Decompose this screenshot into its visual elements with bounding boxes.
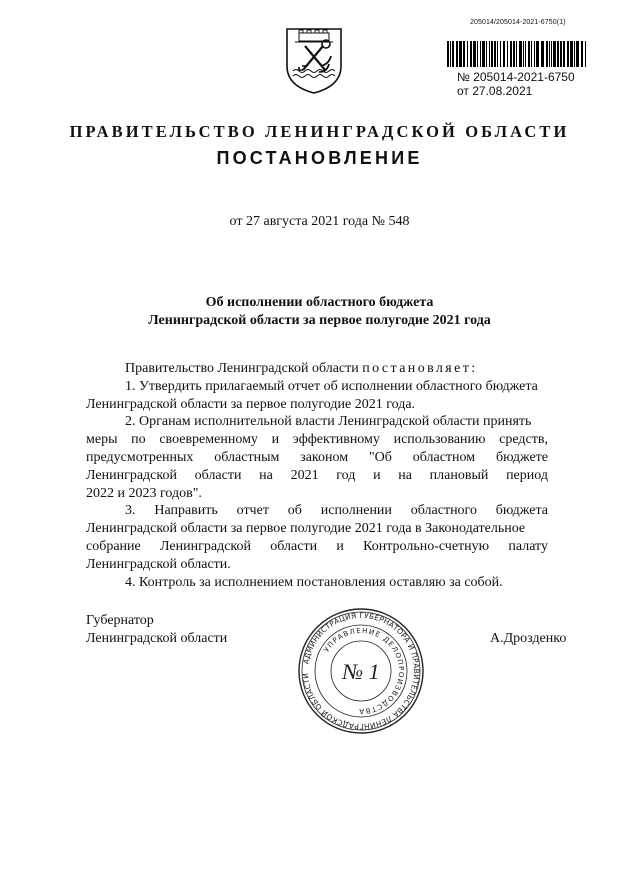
barcode-bar [497,41,498,67]
barcode-bar [553,41,556,67]
intro-verb: постановляет: [362,361,478,376]
registration-number: № 205014-2021-6750 [457,70,575,84]
paragraph-line: 2022 и 2023 годов". [86,485,202,501]
barcode-bar [459,41,462,67]
paragraph-line: Ленинградской области. [86,556,231,572]
barcode-bar [513,41,515,67]
barcode-bar [581,41,583,67]
signer-region: Ленинградской области [86,631,228,646]
paragraph-line: 4. Контроль за исполнением постановления оставляю за собой. [125,574,503,590]
barcode-bar [480,41,481,67]
decree-body [86,360,548,591]
paragraph-line: Ленинградской области за первое полугодие 2021 года в Законодательное [86,521,526,537]
paragraph-line: 1. Утвердить прилагаемый отчет об исполнении областного бюджета [125,378,538,394]
barcode-bar [494,41,496,67]
barcode-bar [585,41,586,67]
barcode-bar [551,41,552,67]
government-title: ПРАВИТЕЛЬСТВО ЛЕНИНГРАДСКОЙ ОБЛАСТИ [69,122,570,141]
barcode-bar [567,41,569,67]
signer-name: А.Дрозденко [490,631,567,646]
decree-date-number: от 27 августа 2021 года № 548 [229,214,410,229]
signer-position: Губернатор [86,613,154,628]
barcode-bar [463,41,465,67]
official-seal-icon [296,606,426,736]
barcode-bar [576,41,579,67]
barcode-bar [450,41,451,67]
barcode-bar [452,41,454,67]
barcode-bar [491,41,493,67]
coat-of-arms-icon [283,26,345,96]
barcode-bar [549,41,550,67]
registration-date: от 27.08.2021 [457,84,533,98]
barcode-bar [574,41,575,67]
barcode-bar [560,41,562,67]
barcode-bar [503,41,505,67]
barcode-bar [516,41,517,67]
barcode-bar [557,41,559,67]
paragraph-line: 2. Органам исполнительной власти Ленинградской области принять [125,414,532,430]
barcode-bar [563,41,565,67]
barcode-bar [456,41,458,67]
barcode-bar [525,41,526,67]
barcode-icon [447,41,587,67]
barcode-bar [470,41,472,67]
document-code: 205014/205014-2021-6750(1) [470,19,566,26]
barcode-bar [546,41,548,67]
barcode-bar [489,41,490,67]
intro-subject: Правительство Ленинградской области [125,361,359,376]
barcode-bar [507,41,508,67]
barcode-bar [531,41,532,67]
barcode-bar [570,41,573,67]
paragraph-line: Ленинградской области за первое полугодие 2021 года. [86,396,416,412]
barcode-bar [519,41,522,67]
decree-subject [0,294,639,330]
subject-line: Об исполнении областного бюджета [205,295,434,310]
barcode-bar [447,41,449,67]
seal-number: № 1 [342,659,380,684]
barcode-bar [482,41,485,67]
barcode-bar [534,41,535,67]
paragraph-line: предусмотренных областным законом "Об областном бюджете [86,449,548,465]
barcode-bar [473,41,476,67]
barcode-bar [536,41,539,67]
paragraph-line: меры по своевременному и эффективному использованию средств, [86,432,548,448]
seal-outer-text: АДМИНИСТРАЦИЯ ГУБЕРНАТОРА И ПРАВИТЕЛЬСТВА ЛЕНИНГРАДСКОЙ ОБЛАСТИ [300,610,422,732]
seal-inner-text: УПРАВЛЕНИЕ ДЕЛОПРОИЗВОДСТВА [322,626,406,716]
paragraph-line: Ленинградской области на 2021 год и на плановый период [86,467,548,483]
barcode-bar [467,41,468,67]
barcode-bar [541,41,544,67]
document-type: ПОСТАНОВЛЕНИЕ [216,148,423,168]
barcode-bar [500,41,501,67]
paragraph-line: 3. Направить отчет об исполнении областного бюджета [125,503,548,519]
barcode-bar [486,41,487,67]
barcode-bar [510,41,512,67]
barcode-bar [528,41,530,67]
paragraph-line: собрание Ленинградской области и Контрольно-счетную палату [86,538,548,554]
intro-line [86,360,548,378]
subject-line: Ленинградской области за первое полугодие 2021 года [148,313,491,328]
barcode-bar [523,41,524,67]
barcode-bar [477,41,478,67]
